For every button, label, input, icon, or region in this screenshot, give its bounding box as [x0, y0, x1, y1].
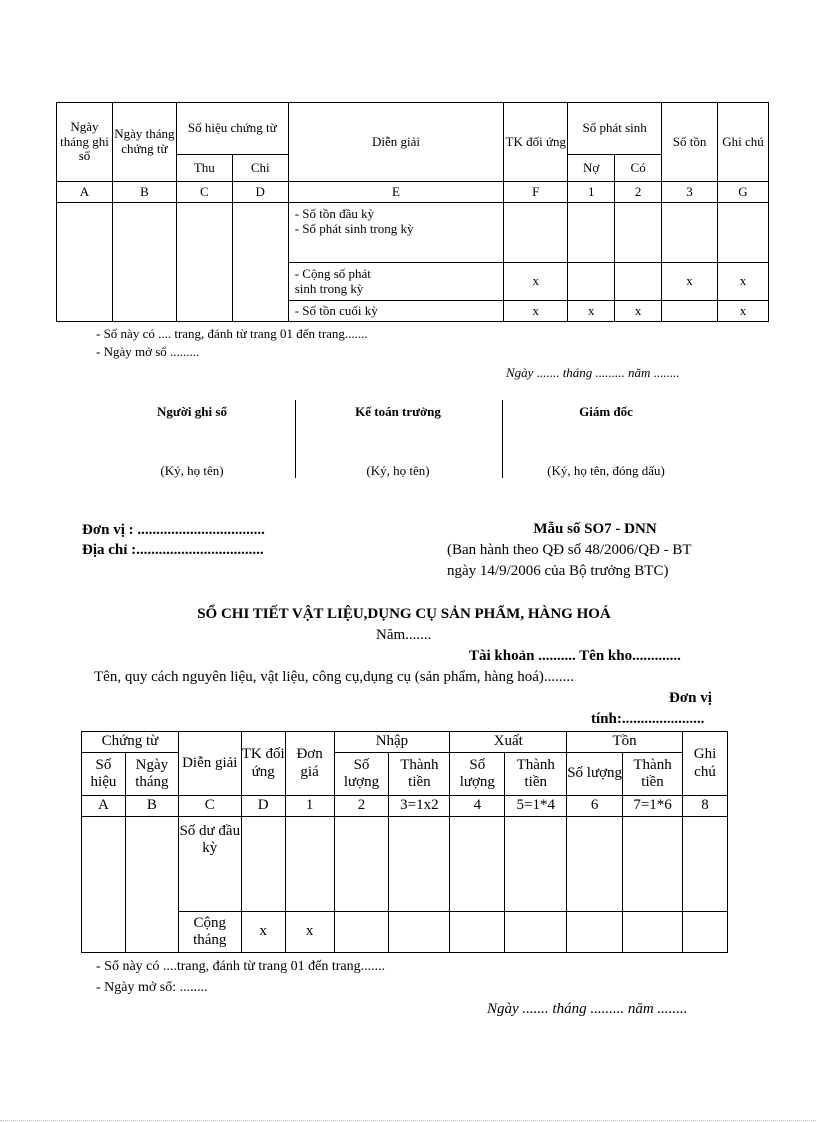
- code-cell: 7=1*6: [623, 796, 683, 817]
- signature-sub-ke-toan: (Ký, họ tên): [366, 463, 430, 478]
- header-ton: Tồn: [567, 732, 683, 753]
- don-vi-line: Đơn vị : ..................................: [82, 522, 265, 538]
- code-cell: 2: [334, 796, 389, 817]
- x-mark: x: [615, 301, 662, 322]
- header-co: Có: [615, 155, 662, 182]
- code-cell: 1: [285, 796, 334, 817]
- code-cell: 3: [662, 182, 718, 203]
- ledger-table-1: [56, 102, 769, 322]
- nam-line: Năm.......: [376, 627, 432, 643]
- header-ghi-chu: Ghi chú: [683, 732, 728, 796]
- dia-chi-line: Địa chỉ :..................................: [82, 542, 264, 558]
- code-cell: 4: [450, 796, 505, 817]
- ban-hanh-line: (Ban hành theo QĐ số 48/2006/QĐ - BT: [447, 542, 692, 558]
- row-cong-so-phat-sinh: [288, 263, 504, 301]
- code-cell: 8: [683, 796, 728, 817]
- row-cong-so-phat-sinh-line2: sinh trong kỳ: [294, 280, 364, 296]
- header-xuat: Xuất: [450, 732, 567, 753]
- header-xuat-so-luong: Số lượng: [450, 753, 505, 796]
- x-mark: x: [568, 301, 615, 322]
- header-chung-tu: Chứng từ: [82, 732, 179, 753]
- x-mark: x: [241, 912, 285, 953]
- header-so-ton: Số tồn: [662, 103, 718, 182]
- ledger2-open-date: - Ngày mở sổ: ........: [96, 980, 208, 995]
- header-ngay-thang: Ngày tháng: [125, 753, 178, 796]
- signature-title-giam-doc: Giám đốc: [579, 404, 633, 419]
- code-cell: F: [504, 182, 568, 203]
- code-cell: 2: [615, 182, 662, 203]
- code-cell: G: [717, 182, 768, 203]
- ledger2-pages-note: - Sổ này có ....trang, đánh từ trang 01 đến trang.......: [96, 959, 386, 974]
- tinh-label: tính:......................: [591, 711, 705, 727]
- header-tk-doi-ung: TK đối ứng: [504, 103, 568, 182]
- tai-khoan-line: Tài khoản .......... Tên kho.............: [469, 648, 681, 664]
- header-ton-thanh-tien: Thành tiền: [623, 753, 683, 796]
- header-nhap: Nhập: [334, 732, 450, 753]
- ngay-ban-hanh-line: ngày 14/9/2006 của Bộ trưởng BTC): [447, 563, 669, 579]
- header-no: Nợ: [568, 155, 615, 182]
- header-ton-so-luong: Số lượng: [567, 753, 623, 796]
- code-cell: D: [241, 796, 285, 817]
- code-cell: 1: [568, 182, 615, 203]
- x-mark: x: [662, 263, 718, 301]
- header-nhap-thanh-tien: Thành tiền: [389, 753, 450, 796]
- header-tk-doi-ung: TK đối ứng: [241, 732, 285, 796]
- mau-so: Mẫu số SO7 - DNN: [533, 521, 657, 537]
- code-cell: C: [178, 796, 241, 817]
- header-dien-giai: Diễn giải: [288, 103, 504, 182]
- code-cell: C: [176, 182, 232, 203]
- code-cell: A: [57, 182, 113, 203]
- row-cong-so-phat-sinh-line1: - Cộng số phát: [294, 265, 371, 281]
- row-so-du-dau-ky: Số dư đầu kỳ: [178, 817, 241, 912]
- header-ngay-chung-tu: Ngày tháng chứng từ: [112, 103, 176, 182]
- ledger1-pages-note: - Sổ này có .... trang, đánh từ trang 01 đến trang.......: [96, 326, 368, 341]
- header-ghi-chu: Ghi chú: [717, 103, 768, 182]
- signature-divider: [295, 400, 296, 478]
- code-cell: B: [112, 182, 176, 203]
- ten-quy-cach-line: Tên, quy cách nguyên liệu, vật liệu, công cụ,dụng cụ (sản phẩm, hàng hoá)........: [94, 669, 574, 685]
- page-title: SỔ CHI TIẾT VẬT LIỆU,DỤNG CỤ SẢN PHẨM, HÀNG HOÁ: [197, 606, 611, 622]
- ledger1-date-line: Ngày ....... tháng ......... năm ........: [506, 365, 680, 380]
- code-cell: E: [288, 182, 504, 203]
- page-edge: [0, 1120, 816, 1121]
- header-thu: Thu: [176, 155, 232, 182]
- signature-title-nguoi-ghi-so: Người ghi sổ: [157, 404, 227, 419]
- code-cell: 5=1*4: [505, 796, 567, 817]
- ledger-table-2: [81, 731, 728, 953]
- header-so-hieu: Số hiệu: [82, 753, 126, 796]
- x-mark: x: [504, 301, 568, 322]
- don-vi-tinh-label: Đơn vị: [669, 690, 712, 706]
- signature-sub-giam-doc: (Ký, họ tên, đóng dấu): [547, 463, 665, 478]
- code-cell: 3=1x2: [389, 796, 450, 817]
- x-mark: x: [504, 263, 568, 301]
- row-ton-dau-ky: - Số tồn đầu kỳ: [294, 206, 375, 221]
- header-xuat-thanh-tien: Thành tiền: [505, 753, 567, 796]
- x-mark: x: [717, 301, 768, 322]
- row-cong-thang: Cộng tháng: [178, 912, 241, 953]
- signature-title-ke-toan: Kế toán trưởng: [355, 404, 441, 419]
- signature-divider: [502, 400, 503, 478]
- header-so-hieu: Số hiệu chứng từ: [176, 103, 288, 155]
- code-cell: A: [82, 796, 126, 817]
- header-dien-giai: Diễn giải: [178, 732, 241, 796]
- header-nhap-so-luong: Số lượng: [334, 753, 389, 796]
- code-cell: B: [125, 796, 178, 817]
- header-don-gia: Đơn giá: [285, 732, 334, 796]
- row-phat-sinh: - Số phát sinh trong kỳ: [294, 220, 414, 236]
- header-so-phat-sinh: Số phát sinh: [568, 103, 662, 155]
- row-ton-cuoi-ky: - Số tồn cuối kỳ: [288, 301, 504, 322]
- code-cell: 6: [567, 796, 623, 817]
- row-opening-balance: [288, 203, 504, 263]
- ledger2-date-line: Ngày ....... tháng ......... năm ........: [487, 1001, 688, 1017]
- ledger1-open-date: - Ngày mở sổ .........: [96, 344, 200, 359]
- x-mark: x: [285, 912, 334, 953]
- header-ngay-ghi-so: Ngày tháng ghi sổ: [57, 103, 113, 182]
- signature-sub-nguoi-ghi-so: (Ký, họ tên): [160, 463, 224, 478]
- header-chi: Chi: [232, 155, 288, 182]
- x-mark: x: [717, 263, 768, 301]
- code-cell: D: [232, 182, 288, 203]
